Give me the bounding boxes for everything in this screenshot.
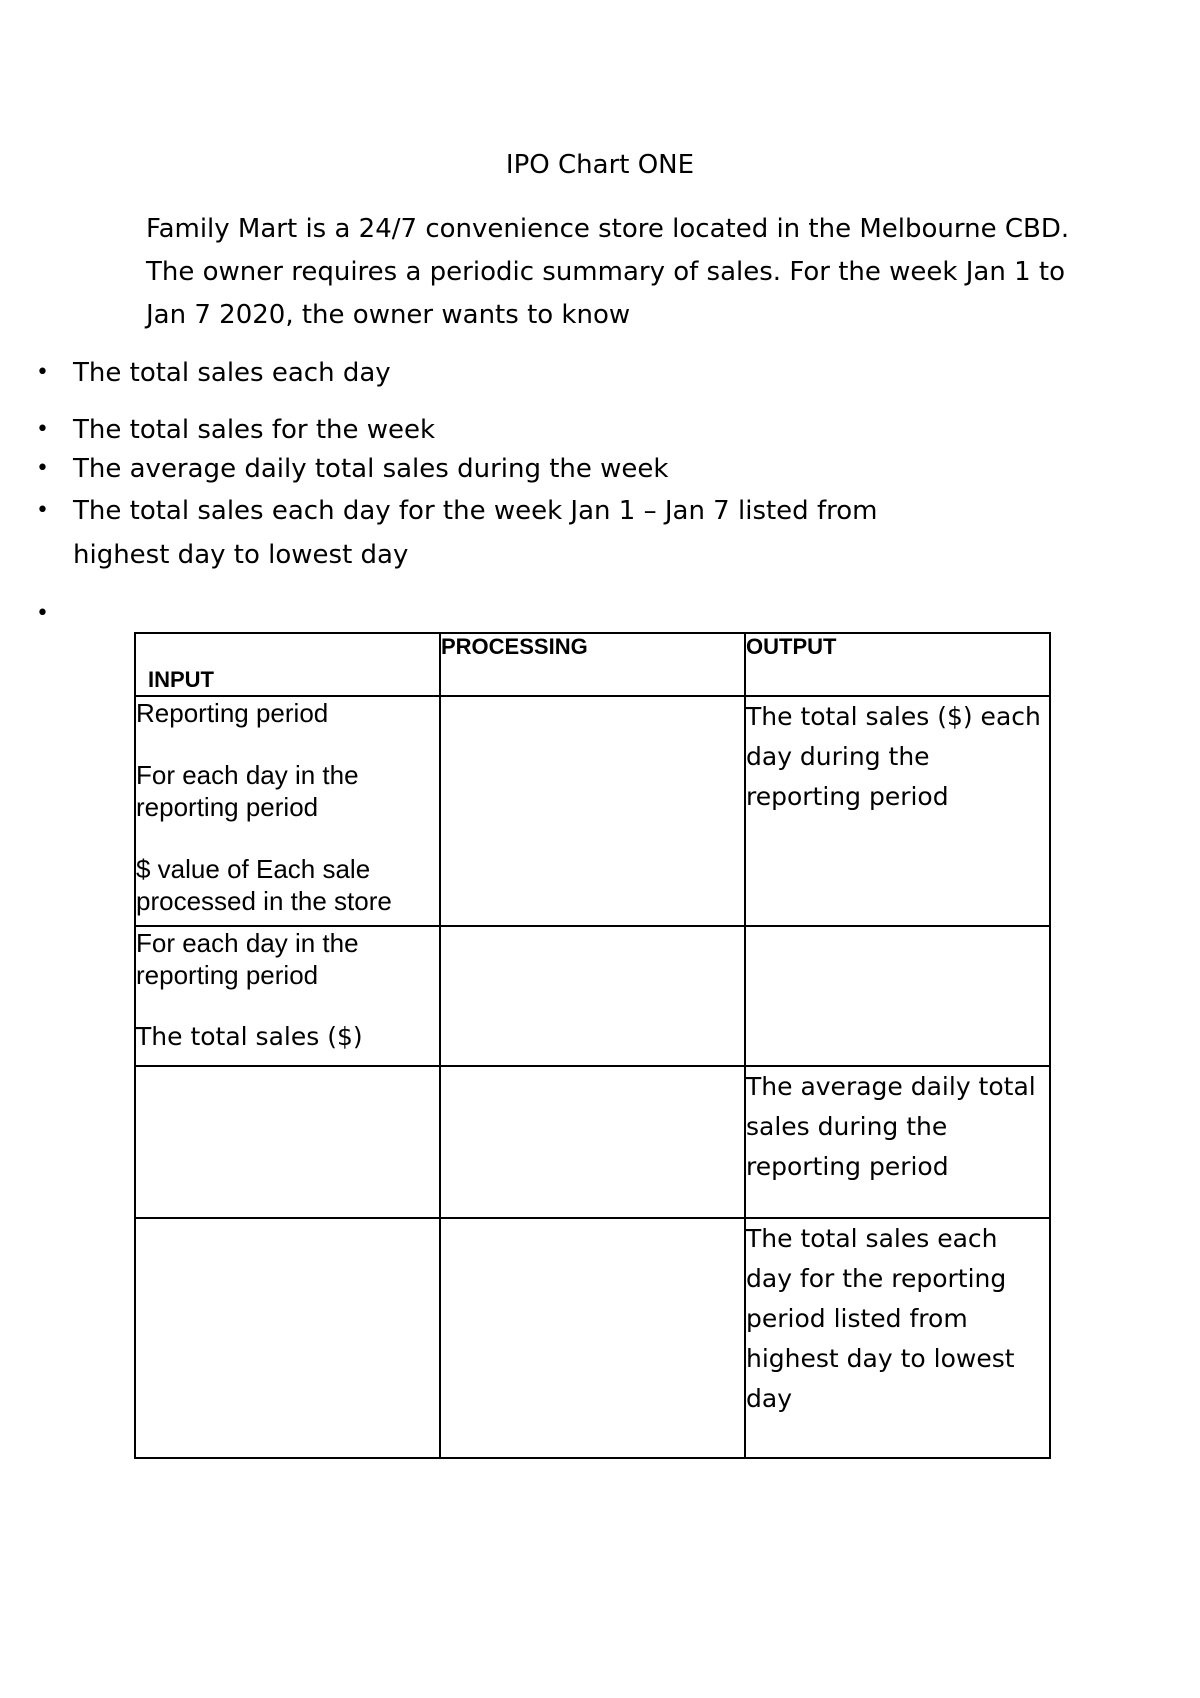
input-text: For each day in the reporting period bbox=[136, 760, 359, 822]
processing-cell bbox=[440, 926, 745, 1066]
input-cell bbox=[135, 926, 440, 1066]
output-cell: The average daily total sales during the reporting period bbox=[745, 1066, 1050, 1218]
bullet-icon: • bbox=[36, 601, 49, 626]
output-cell: The total sales ($) each day during the reporting period bbox=[745, 696, 1050, 926]
input-text: $ value of Each sale processed in the store bbox=[136, 854, 392, 916]
output-cell bbox=[745, 926, 1050, 1066]
input-header-label: INPUT bbox=[148, 667, 214, 692]
input-text: Reporting period bbox=[136, 698, 329, 728]
list-item-text: The total sales each day for the week Jan 1 – Jan 7 listed from highest day to lowest day bbox=[73, 496, 878, 570]
input-text: For each day in the reporting period bbox=[136, 928, 359, 990]
table-header-row bbox=[135, 633, 1050, 696]
input-cell bbox=[135, 1066, 440, 1218]
table-row bbox=[135, 1218, 1050, 1458]
table-row bbox=[135, 696, 1050, 926]
input-text: The total sales ($) bbox=[136, 1022, 363, 1051]
list-item-text: The average daily total sales during the week bbox=[73, 454, 669, 484]
list-item-text: The total sales each day bbox=[73, 358, 391, 388]
ipo-table bbox=[134, 632, 1051, 1459]
processing-cell bbox=[440, 1218, 745, 1458]
bullet-icon: • bbox=[36, 360, 49, 385]
table-row bbox=[135, 926, 1050, 1066]
input-cell bbox=[135, 1218, 440, 1458]
bullet-icon: • bbox=[36, 456, 49, 481]
processing-cell bbox=[440, 1066, 745, 1218]
input-header bbox=[135, 633, 440, 696]
bullet-icon: • bbox=[36, 498, 49, 523]
processing-cell bbox=[440, 696, 745, 926]
intro-paragraph: Family Mart is a 24/7 convenience store located in the Melbourne CBD. The owner requires a periodic summary of sales. For the week Jan 1 to Jan 7 2020, the owner wants to know bbox=[146, 214, 1070, 330]
output-cell: The total sales each day for the reporting period listed from highest day to lowest day bbox=[745, 1218, 1050, 1458]
table-row bbox=[135, 1066, 1050, 1218]
input-cell bbox=[135, 696, 440, 926]
page-title: IPO Chart ONE bbox=[505, 150, 695, 180]
bullet-icon: • bbox=[36, 417, 49, 442]
processing-header: PROCESSING bbox=[440, 633, 745, 696]
output-header: OUTPUT bbox=[745, 633, 1050, 696]
list-item-text: The total sales for the week bbox=[73, 415, 436, 445]
